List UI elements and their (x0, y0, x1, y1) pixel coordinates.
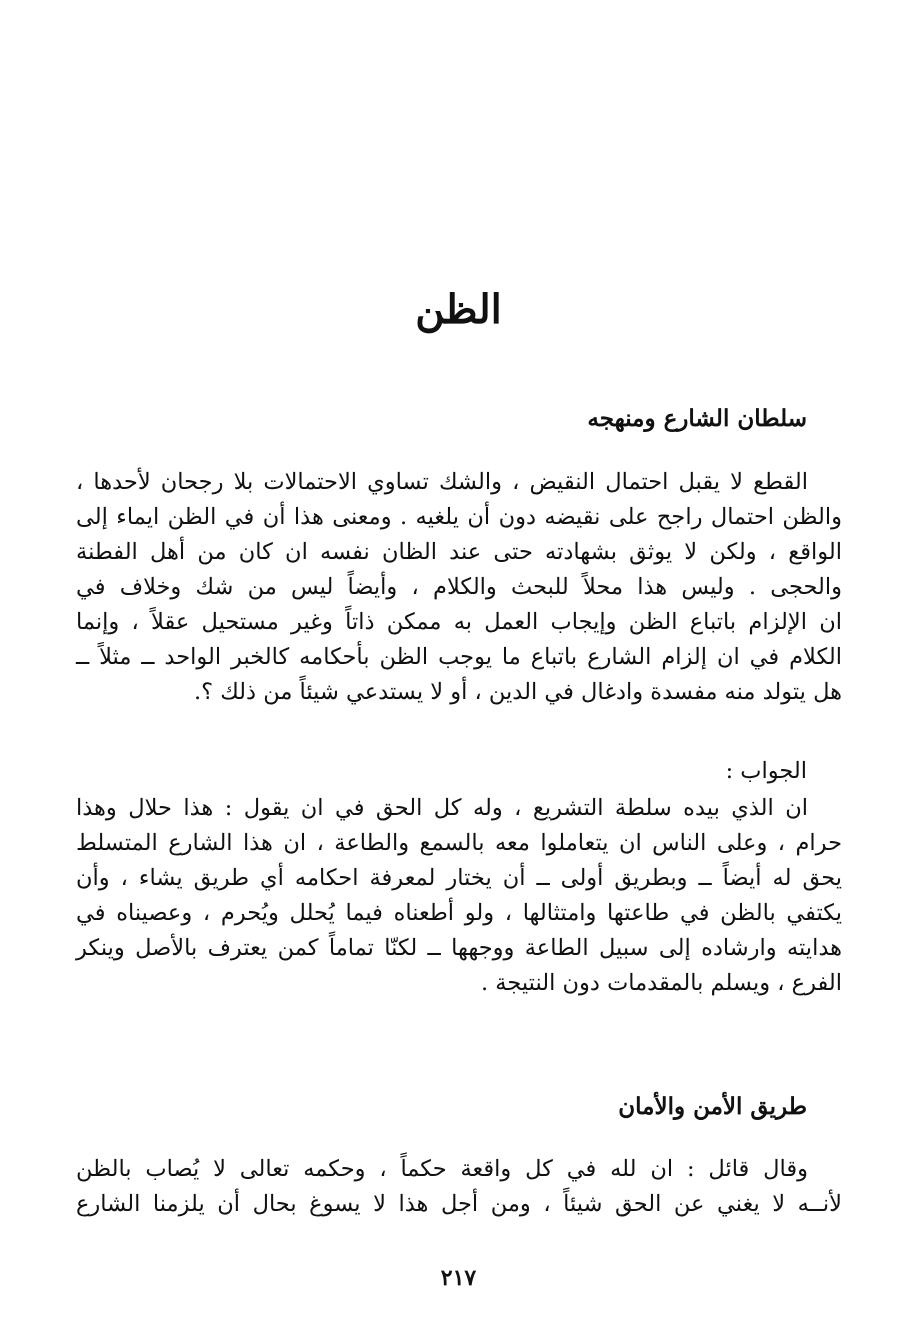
text-line: القطع لا يقبل احتمال النقيض ، والشك تساوي الاحتمالات بلا رجحان لأحدها ، (76, 469, 808, 495)
safety-paragraph (76, 1152, 842, 1222)
text-line: هدايته وارشاده إلى سبيل الطاعة ووجهها ــ لكنّا تماماً كمن يعترف بالأصل وينكر (76, 935, 842, 961)
text-line: والحجى . وليس هذا محلاً للبحث والكلام ، وأيضاً ليس من شك وخلاف في (76, 574, 842, 600)
text-line: لأنــه لا يغني عن الحق شيئاً ، ومن أجل هذا لا يسوغ بحال أن يلزمنا الشارع (76, 1191, 842, 1217)
text-line: ان الذي بيده سلطة التشريع ، وله كل الحق في ان يقول : هذا حلال وهذا (76, 795, 808, 821)
text-line: الواقع ، ولكن لا يوثق بشهادته حتى عند الظان نفسه ان كان من أهل الفطنة (76, 539, 842, 565)
question-paragraph (76, 465, 842, 710)
text-line: يكتفي بالظن في طاعتها وامتثالها ، ولو أطعناه فيما يُحلل ويُحرم ، وعصيناه في (76, 900, 842, 926)
section-heading-path-of-safety: طريق الأمن والأمان (618, 1093, 807, 1120)
text-line: يحق له أيضاً ــ وبطريق أولى ــ أن يختار لمعرفة احكامه أي طريق يشاء ، وأن (76, 865, 842, 891)
page-number: ٢١٧ (440, 1265, 477, 1291)
text-line: هل يتولد منه مفسدة وادغال في الدين ، أو لا يستدعي شيئاً من ذلك ؟. (193, 679, 842, 705)
text-line: والظن احتمال راجح على نقيضه دون أن يلغيه . ومعنى هذا أن في الظن ايماء إلى (76, 504, 842, 530)
answer-paragraph (76, 791, 842, 1001)
text-line: ان الإلزام باتباع الظن وإيجاب العمل به ممكن ذاتاً وغير مستحيل عقلاً ، وإنما (76, 609, 842, 635)
text-line: الفرع ، ويسلم بالمقدمات دون النتيجة . (480, 970, 842, 996)
section-heading-shari-authority: سلطان الشارع ومنهجه (587, 405, 807, 432)
text-line: وقال قائل : ان لله في كل واقعة حكماً ، وحكمه تعالى لا يُصاب بالظن (76, 1156, 808, 1182)
text-line: الكلام في ان إلزام الشارع باتباع ما يوجب الظن بأحكامه كالخبر الواحد ــ مثلاً ــ (76, 644, 842, 670)
text-line: حرام ، وعلى الناس ان يتعاملوا معه بالسمع والطاعة ، ان هذا الشارع المتسلط (76, 830, 842, 856)
answer-label: الجواب : (725, 758, 807, 784)
chapter-title: الظن (415, 286, 502, 333)
